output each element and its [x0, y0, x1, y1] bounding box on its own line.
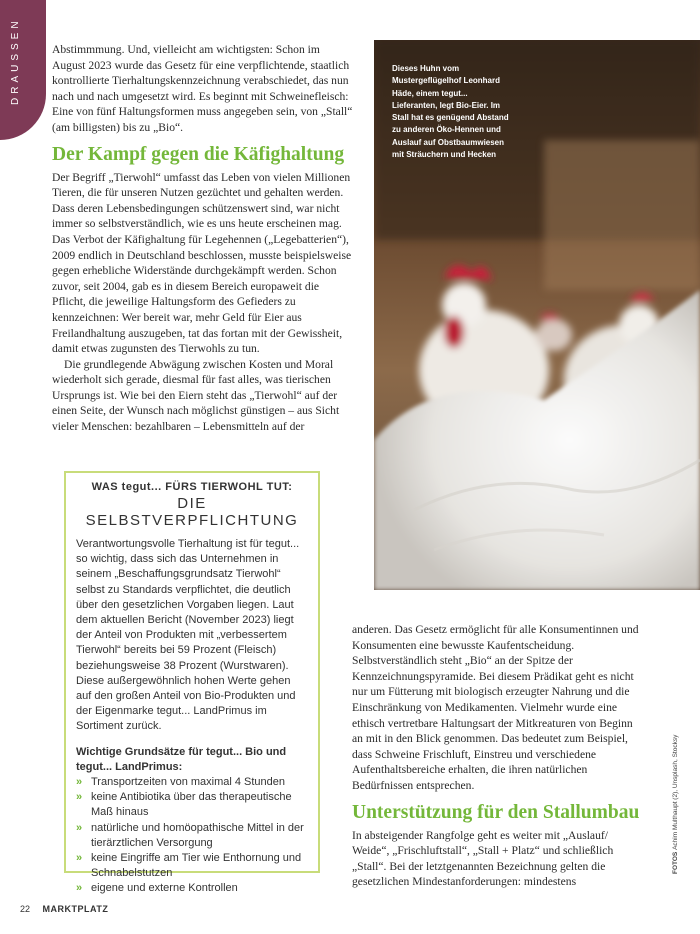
- section-tab: [0, 0, 46, 140]
- list-item-text: natürliche und homöopathische Mittel in der tierärztlichen Versorgung: [91, 821, 304, 849]
- list-item-text: eigene und externe Kontrollen: [91, 882, 238, 895]
- list-item: [76, 821, 308, 851]
- info-box-title: DIE SELBSTVERPFLICHTUNG: [85, 495, 299, 529]
- list-item-text: Transportzeiten von maximal 4 Stunden: [91, 776, 286, 789]
- chevron-double-right-icon: »: [76, 821, 83, 834]
- chevron-double-right-icon: »: [76, 882, 83, 895]
- list-item: [76, 790, 308, 820]
- body-paragraph: Der Begriff „Tierwohl“ umfasst das Leben von vielen Millionen Tieren, die für unseren Nutzen gezüchtet und gehalten werden. Dass deren Lebensbedingungen schützenswert sind, war nicht immer so selbstverständlich, wie es uns heute erscheinen mag. Das Verbot der Käfighaltung für Legehennen („Legebatterien“), 2009 endlich in Deutschland beschlossen, musste beispielsweise gegen erhebliche Widerstände durchgekämpft werden. Schon zuvor, seit 2004, gab es in diesem Bereich europaweit die Pflicht, die jeweilige Haltungsform des Gefieders zu kennzeichnen: Wer bereit war, mehr Geld für Eier aus Freilandhaltung auszugeben, tat das fortan mit der Gewissheit, damit etwas zugunsten des Tierwohls zu tun.: [52, 170, 352, 356]
- list-item-text: keine Antibiotika über das therapeutische Maß hinaus: [91, 791, 292, 819]
- list-item-text: keine Eingriffe am Tier wie Enthornung und Schnabelstutzen: [91, 852, 302, 880]
- info-box-kicker: WAS tegut... FÜRS TIERWOHL TUT:: [91, 481, 293, 493]
- section-heading-kaefighaltung: Der Kampf gegen die Käfighaltung: [52, 143, 345, 165]
- page-footer: [20, 904, 108, 914]
- list-item: [76, 881, 308, 896]
- page-number: 22: [20, 904, 31, 914]
- photo-caption: Dieses Huhn vom Mustergeflügelhof Leonhard Häde, einem tegut... Lieferanten, legt Bio-Eier. Im Stall hat es genügend Abstand zu anderen Öko-Hennen und Auslauf auf Obstbaumwiesen mit Sträuchern und Hecken: [392, 64, 509, 160]
- info-box-text: Verantwortungsvolle Tierhaltung ist für tegut... so wichtig, dass sich das Unternehmen in seinem „Beschaffungsgrundsatz Tierwohl“ selbst zu Standards verpflichtet, die deutlich über den gesetzlichen Vorgaben liegen. Laut dem aktuellen Bericht (November 2023) liegt der Anteil von Produkten mit „verbessertem Tierwohl“ bereits bei 59 Prozent (Fleisch) beziehungsweise 38 Prozent (Wurstwaren). Diese außergewöhnlich hohen Werte gehen auf den großen Anteil von Bio-Produkten und der Eigenmarke tegut... LandPrimus im Sortiment zurück.: [76, 538, 300, 733]
- list-item: [76, 851, 308, 881]
- info-box-subheading: Wichtige Grundsätze für tegut... Bio und tegut... LandPrimus:: [76, 745, 287, 773]
- chevron-double-right-icon: »: [76, 791, 83, 804]
- photo-credit: [672, 734, 684, 874]
- photo-credit-text: Achim Multhaupt (2), Unsplash, Stocksy: [672, 734, 679, 850]
- article-column-left: [52, 42, 354, 435]
- photo-credit-label: FOTOS: [672, 851, 679, 874]
- section-heading-stallumbau: Unterstützung für den Stallumbau: [352, 801, 640, 823]
- intro-paragraph: Abstimmmung. Und, vielleicht am wichtigsten: Schon im August 2023 wurde das Gesetz für eine verpflichtende, staatlich kontrollierte Tierhaltungskennzeichnung verabschiedet, das nun nach und nach umgesetzt wird. Es beginnt mit Schweinefleisch: Eine von fünf Haltungsformen muss angegeben sein, von „Stall“ (am billigsten) bis zu „Bio“.: [52, 43, 353, 134]
- section-tab-label: DRAUSSEN: [10, 17, 21, 105]
- list-item: [76, 775, 308, 790]
- body-paragraph: In absteigender Rangfolge geht es weiter mit „Auslauf/ Weide“, „Frischluftstall“, „Stall + Platz“ und schließlich „Stall“. Bei der letztgenannten Bezeichnung gelten die gesetzlichen Mindestanforderungen: mindestens: [352, 828, 614, 889]
- body-paragraph: Die grundlegende Abwägung zwischen Kosten und Moral wiederholt sich gerade, diesmal für fast alles, was tierischen Ursprungs ist. Wie bei den Eiern steht das „Tierwohl“ auf der einen Seite, der Wunsch nach möglichst günstigen – aus Sicht vieler Menschen: bezahlbaren – Lebensmitteln auf der: [52, 357, 340, 434]
- chevron-double-right-icon: »: [76, 776, 83, 789]
- principles-list: [76, 775, 308, 897]
- info-box-selbstverpflichtung: [64, 471, 320, 895]
- chevron-double-right-icon: »: [76, 852, 83, 865]
- body-paragraph: anderen. Das Gesetz ermöglicht für alle Konsumentinnen und Konsumenten eine bewusste Kaufentscheidung. Selbstverständlich steht „Bio“ an der Spitze der Kennzeichnungspyramide. Bei diesem Prädikat geht es nicht nur um Fütterung mit biologisch erzeugter Nahrung und die Einschränkung von Medikamenten. Vielmehr wurde eine ethisch vertretbare Haltungsart der Mitkreaturen von Beginn an mit in den Blick genommen. Das bedeutet zum Beispiel, dass Schweine Frischluft, Einstreu und verschiedene Aufenthaltsbereiche erhalten, die ihren natürlichen Bedürfnissen entsprechen.: [352, 623, 639, 792]
- article-column-right: [352, 622, 644, 890]
- magazine-name: MARKTPLATZ: [42, 904, 109, 914]
